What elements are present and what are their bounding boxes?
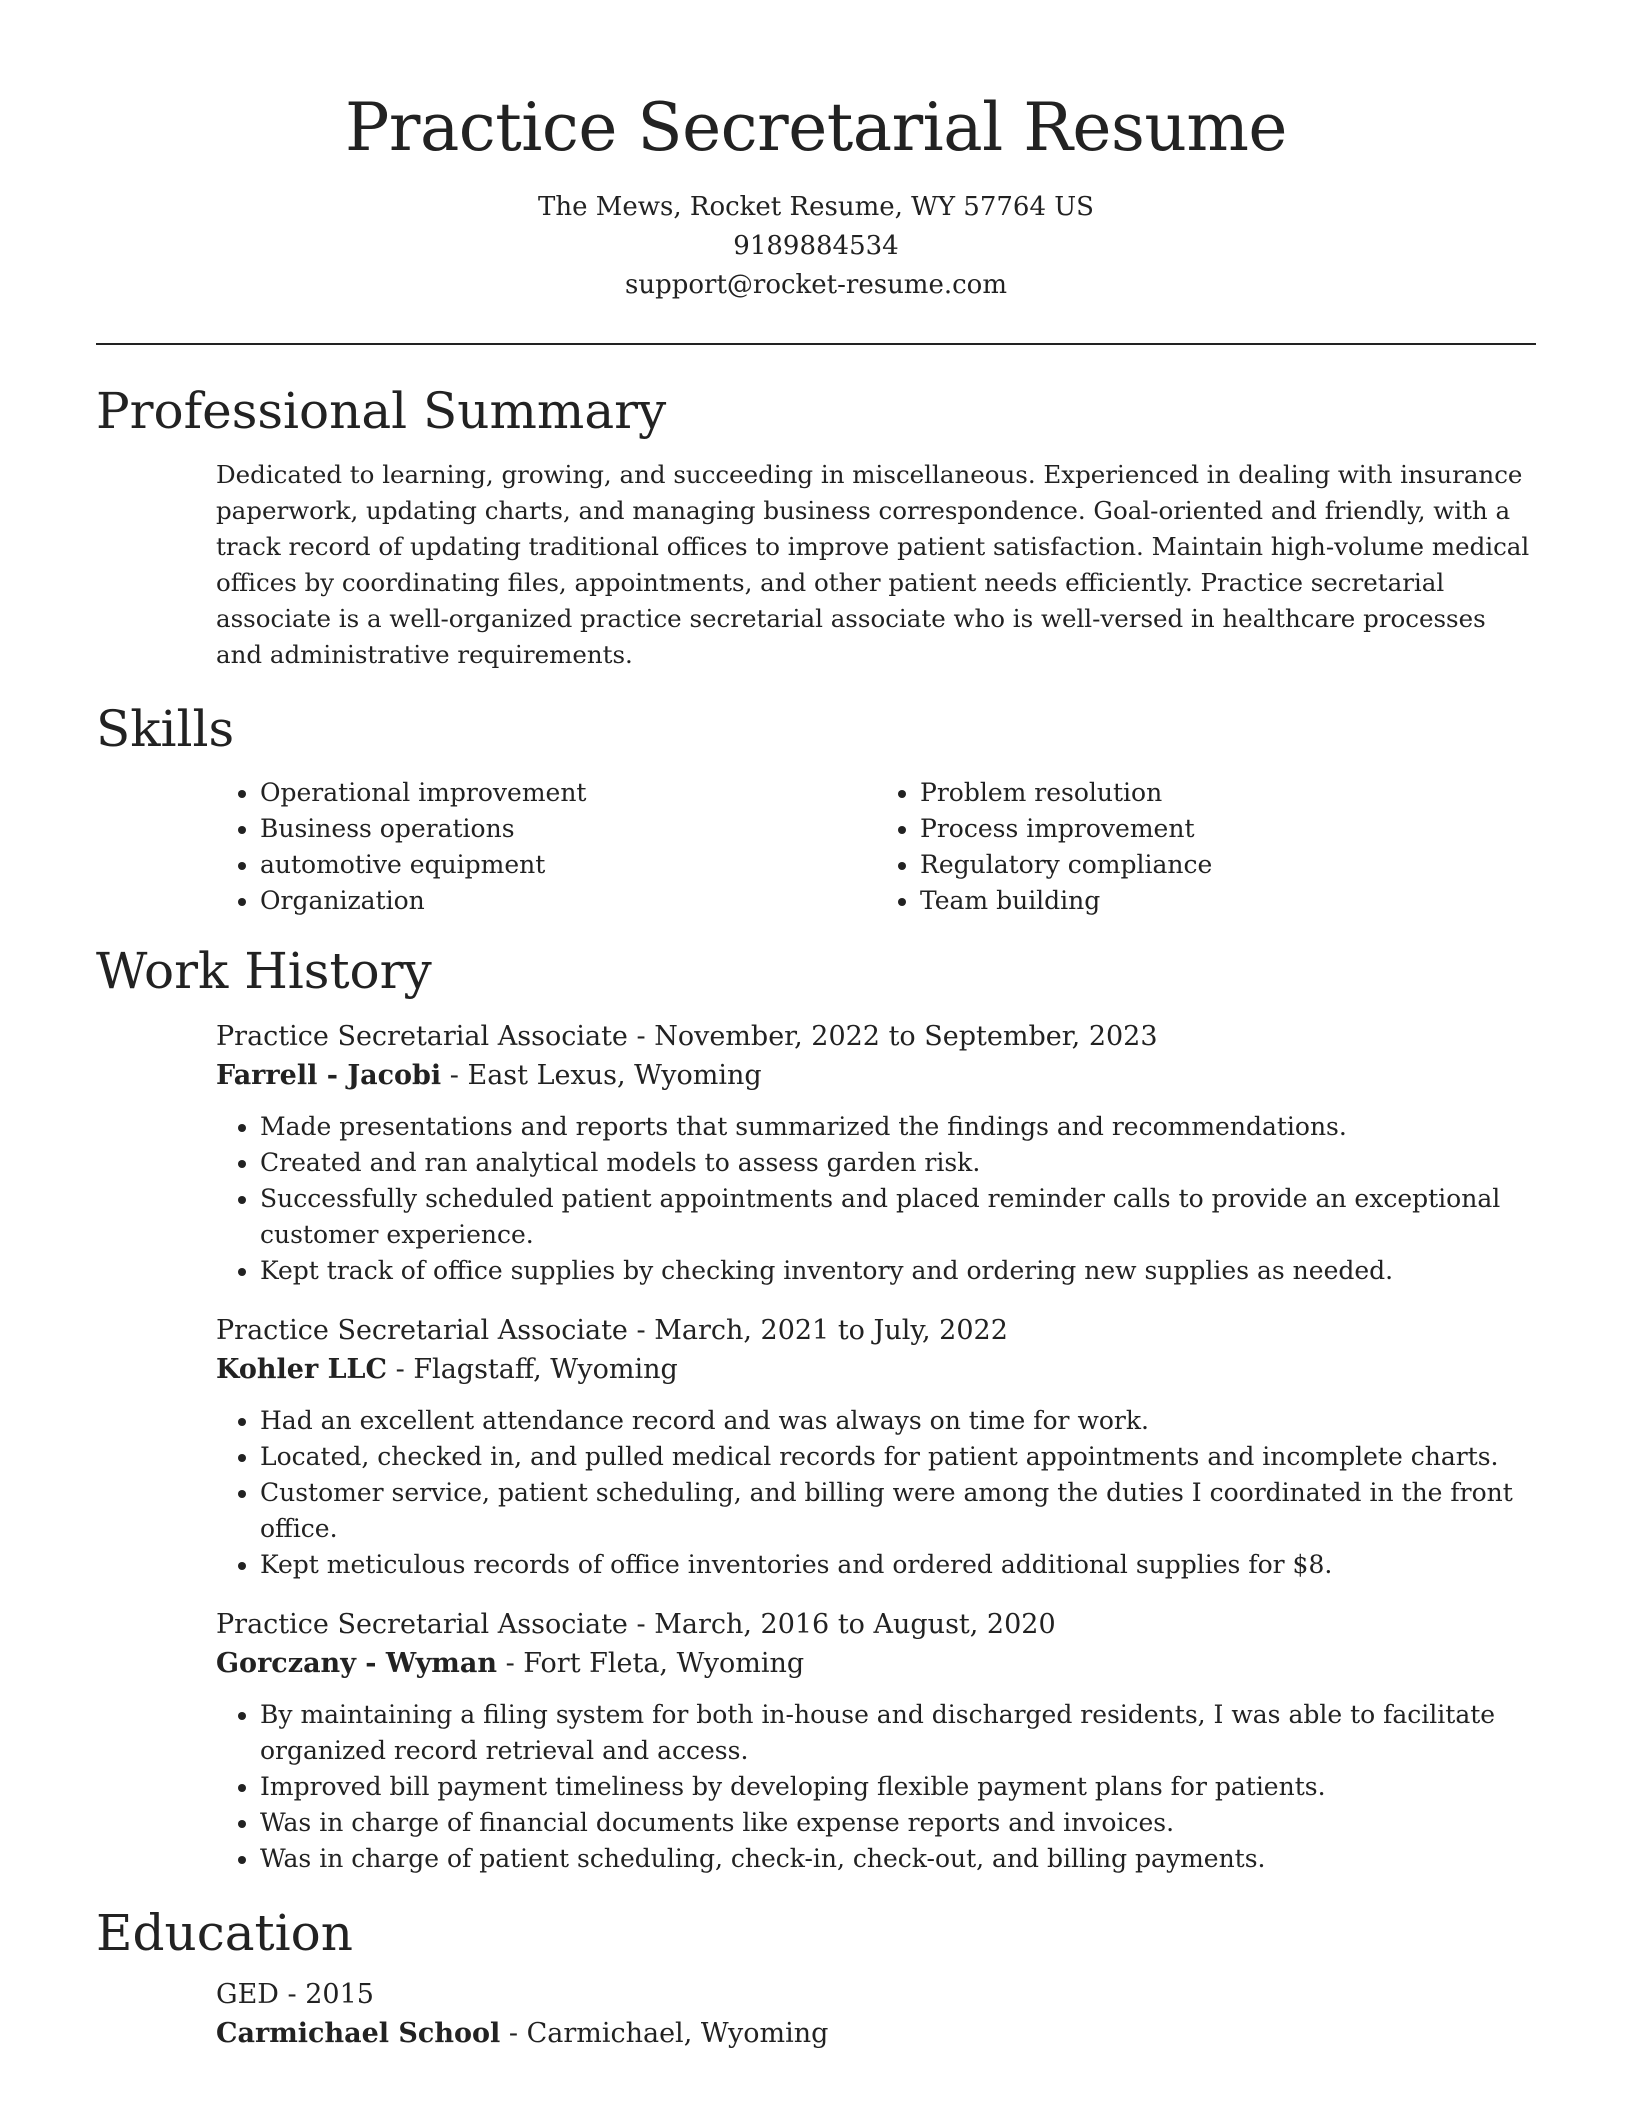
summary-text: Dedicated to learning, growing, and succeeding in miscellaneous. Experienced in dealing with insurance paperwork, updating charts, and managing business correspondence. Goal-oriented and friendly, with a track record of updating traditional offices to improve patient satisfaction. Maintain high-volume medical offices by coordinating files, appointments, and other patient needs efficiently. Practice secretarial associate is a well-organized practice secretarial associate who is well-versed in healthcare processes and administrative requirements. [216, 460, 1530, 669]
skill-item: • Regulatory compliance [920, 847, 1536, 883]
job-bullet: • Was in charge of patient scheduling, check-in, check-out, and billing payments. [260, 1841, 1536, 1877]
job-company-line [216, 1056, 1536, 1095]
contact-email: support@rocket-resume.com [624, 270, 1007, 300]
job-title-line [216, 1605, 1536, 1644]
resume-name: Practice Secretarial Resume [345, 89, 1287, 166]
skill-item: • automotive equipment [260, 847, 876, 883]
job-company-line [216, 1350, 1536, 1389]
job-dates: - March, 2021 to July, 2022 [627, 1315, 1008, 1346]
education-school: Carmichael School [216, 2018, 501, 2049]
job-dates: - November, 2022 to September, 2023 [627, 1021, 1158, 1052]
job-bullet: • Improved bill payment timeliness by developing flexible payment plans for patients. [260, 1769, 1536, 1805]
job-bullet: • Located, checked in, and pulled medical records for patient appointments and incomplete charts. [260, 1439, 1536, 1475]
job-bullet: • Customer service, patient scheduling, and billing were among the duties I coordinated in the front office. [260, 1475, 1536, 1547]
education-degree: GED - 2015 [216, 1979, 374, 2010]
job-role: Practice Secretarial Associate [216, 1315, 628, 1346]
skill-item: • Organization [260, 883, 876, 919]
job-entry [216, 1017, 1536, 1289]
job-entry [216, 1311, 1536, 1583]
skill-item: • Problem resolution [920, 775, 1536, 811]
work-heading: Work History [96, 942, 432, 1000]
job-bullet: • By maintaining a filing system for both in-house and discharged residents, I was able to facilitate organized record retrieval and access. [260, 1697, 1536, 1769]
education-section [96, 1975, 1536, 2053]
job-company: Gorczany - Wyman [216, 1648, 497, 1679]
skills-heading: Skills [96, 700, 235, 758]
job-bullet: • Kept track of office supplies by checking inventory and ordering new supplies as needed. [260, 1253, 1536, 1289]
education-school-line [216, 2014, 1536, 2053]
job-role: Practice Secretarial Associate [216, 1021, 628, 1052]
summary-section [96, 457, 1536, 673]
job-location: - Fort Fleta, Wyoming [497, 1648, 805, 1679]
job-bullet: • Created and ran analytical models to assess garden risk. [260, 1145, 1536, 1181]
job-bullet: • Made presentations and reports that summarized the findings and recommendations. [260, 1109, 1536, 1145]
job-entry [216, 1605, 1536, 1877]
job-location: - Flagstaff, Wyoming [387, 1354, 678, 1385]
job-role: Practice Secretarial Associate [216, 1609, 628, 1640]
job-bullet: • Kept meticulous records of office inventories and ordered additional supplies for $8. [260, 1547, 1536, 1583]
job-bullet: • Had an excellent attendance record and was always on time for work. [260, 1403, 1536, 1439]
education-location: - Carmichael, Wyoming [500, 2018, 829, 2049]
job-title-line [216, 1017, 1536, 1056]
job-bullets [216, 1697, 1536, 1877]
skill-item: • Operational improvement [260, 775, 876, 811]
work-section [96, 1017, 1536, 1877]
skills-list-left [216, 775, 876, 919]
resume-header [96, 0, 1536, 305]
job-bullets [216, 1109, 1536, 1289]
education-heading: Education [96, 1904, 353, 1962]
job-title-line [216, 1311, 1536, 1350]
skills-section [96, 775, 1536, 919]
header-divider [96, 343, 1536, 345]
skill-item: • Team building [920, 883, 1536, 919]
summary-heading: Professional Summary [96, 382, 667, 440]
job-location: - East Lexus, Wyoming [441, 1060, 762, 1091]
contact-info [96, 188, 1536, 305]
job-company: Kohler LLC [216, 1354, 388, 1385]
job-dates: - March, 2016 to August, 2020 [627, 1609, 1056, 1640]
job-bullet: • Was in charge of financial documents like expense reports and invoices. [260, 1805, 1536, 1841]
job-company-line [216, 1644, 1536, 1683]
skills-list-right [876, 775, 1536, 919]
skills-grid [216, 775, 1536, 919]
job-company: Farrell - Jacobi [216, 1060, 442, 1091]
job-bullet: • Successfully scheduled patient appointments and placed reminder calls to provide an exceptional customer experience. [260, 1181, 1536, 1253]
skill-item: • Business operations [260, 811, 876, 847]
contact-address: The Mews, Rocket Resume, WY 57764 US [538, 192, 1094, 222]
skill-item: • Process improvement [920, 811, 1536, 847]
job-bullets [216, 1403, 1536, 1583]
contact-phone: 9189884534 [733, 231, 899, 261]
